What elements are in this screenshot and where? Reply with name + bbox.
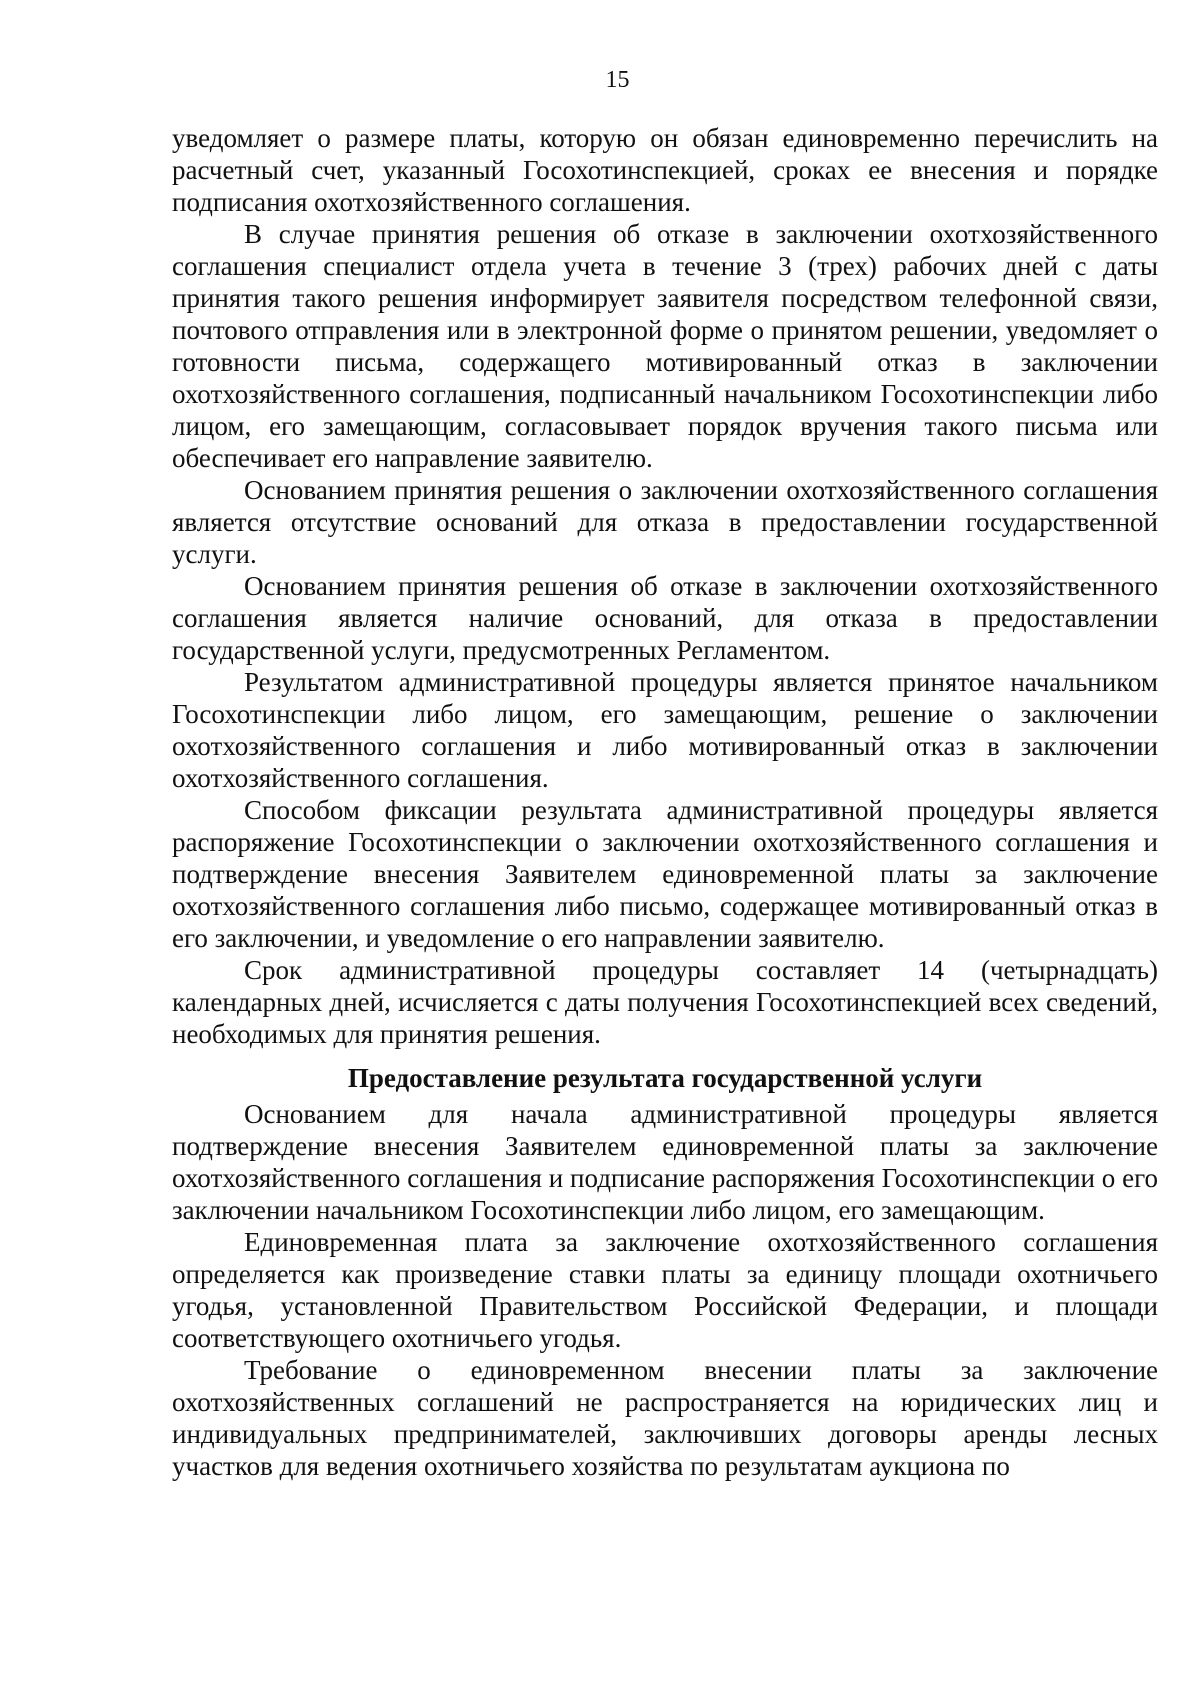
document-body [172, 122, 1158, 1482]
paragraph-refusal-notice: В случае принятия решения об отказе в заключении охотхозяйственного соглашения специалист отдела учета в течение 3 (трех) рабочих дней с даты принятия такого решения информирует заявителя посредством телефонной связи, почтового отправления или в электронной форме о принятом решении, уведомляет о готовности письма, содержащего мотивированный отказ в заключении охотхозяйственного соглашения, подписанный начальником Госохотинспекции либо лицом, его замещающим, согласовывает порядок вручения такого письма или обеспечивает его направление заявителю. [172, 219, 1158, 473]
paragraph-procedure-basis: Основанием для начала административной процедуры является подтверждение внесения Заявителем единовременной платы за заключение охотхозяйственного соглашения и подписание распоряжения Госохотинспекции о его заключении начальником Госохотинспекции либо лицом, его замещающим. [172, 1099, 1158, 1225]
section-heading: Предоставление результата государственной услуги [347, 1063, 983, 1093]
paragraph-basis-conclusion: Основанием принятия решения о заключении охотхозяйственного соглашения является отсутствие оснований для отказа в предоставлении государственной услуги. [172, 475, 1158, 569]
paragraph-procedure-result: Результатом административной процедуры является принятое начальником Госохотинспекции либо лицом, его замещающим, решение о заключении охотхозяйственного соглашения и либо мотивированный отказ в заключении охотхозяйственного соглашения. [172, 667, 1158, 793]
paragraph-one-time-fee: Единовременная плата за заключение охотхозяйственного соглашения определяется как произведение ставки платы за единицу площади охотничьего угодья, установленной Правительством Российской Федерации, и площади соответствующего охотничьего угодья. [172, 1227, 1158, 1353]
paragraph-continuation: уведомляет о размере платы, которую он обязан единовременно перечислить на расчетный счет, указанный Госохотинспекцией, сроках ее внесения и порядке подписания охотхозяйственного соглашения. [172, 123, 1158, 217]
paragraph-fixation-method: Способом фиксации результата административной процедуры является распоряжение Госохотинспекции о заключении охотхозяйственного соглашения и подтверждение внесения Заявителем единовременной платы за заключение охотхозяйственного соглашения либо письмо, содержащее мотивированный отказ в его заключении, и уведомление о его направлении заявителю. [172, 795, 1158, 953]
paragraph-fee-requirement: Требование о единовременном внесении платы за заключение охотхозяйственных соглашений не распространяется на юридических лиц и индивидуальных предпринимателей, заключивших договоры аренды лесных участков для ведения охотничьего хозяйства по результатам аукциона по [172, 1355, 1158, 1481]
page-number: 15 [605, 67, 630, 93]
paragraph-basis-refusal: Основанием принятия решения об отказе в заключении охотхозяйственного соглашения является наличие оснований, для отказа в предоставлении государственной услуги, предусмотренных Регламентом. [172, 571, 1158, 665]
paragraph-procedure-term: Срок административной процедуры составляет 14 (четырнадцать) календарных дней, исчисляется с даты получения Госохотинспекцией всех сведений, необходимых для принятия решения. [172, 955, 1158, 1049]
